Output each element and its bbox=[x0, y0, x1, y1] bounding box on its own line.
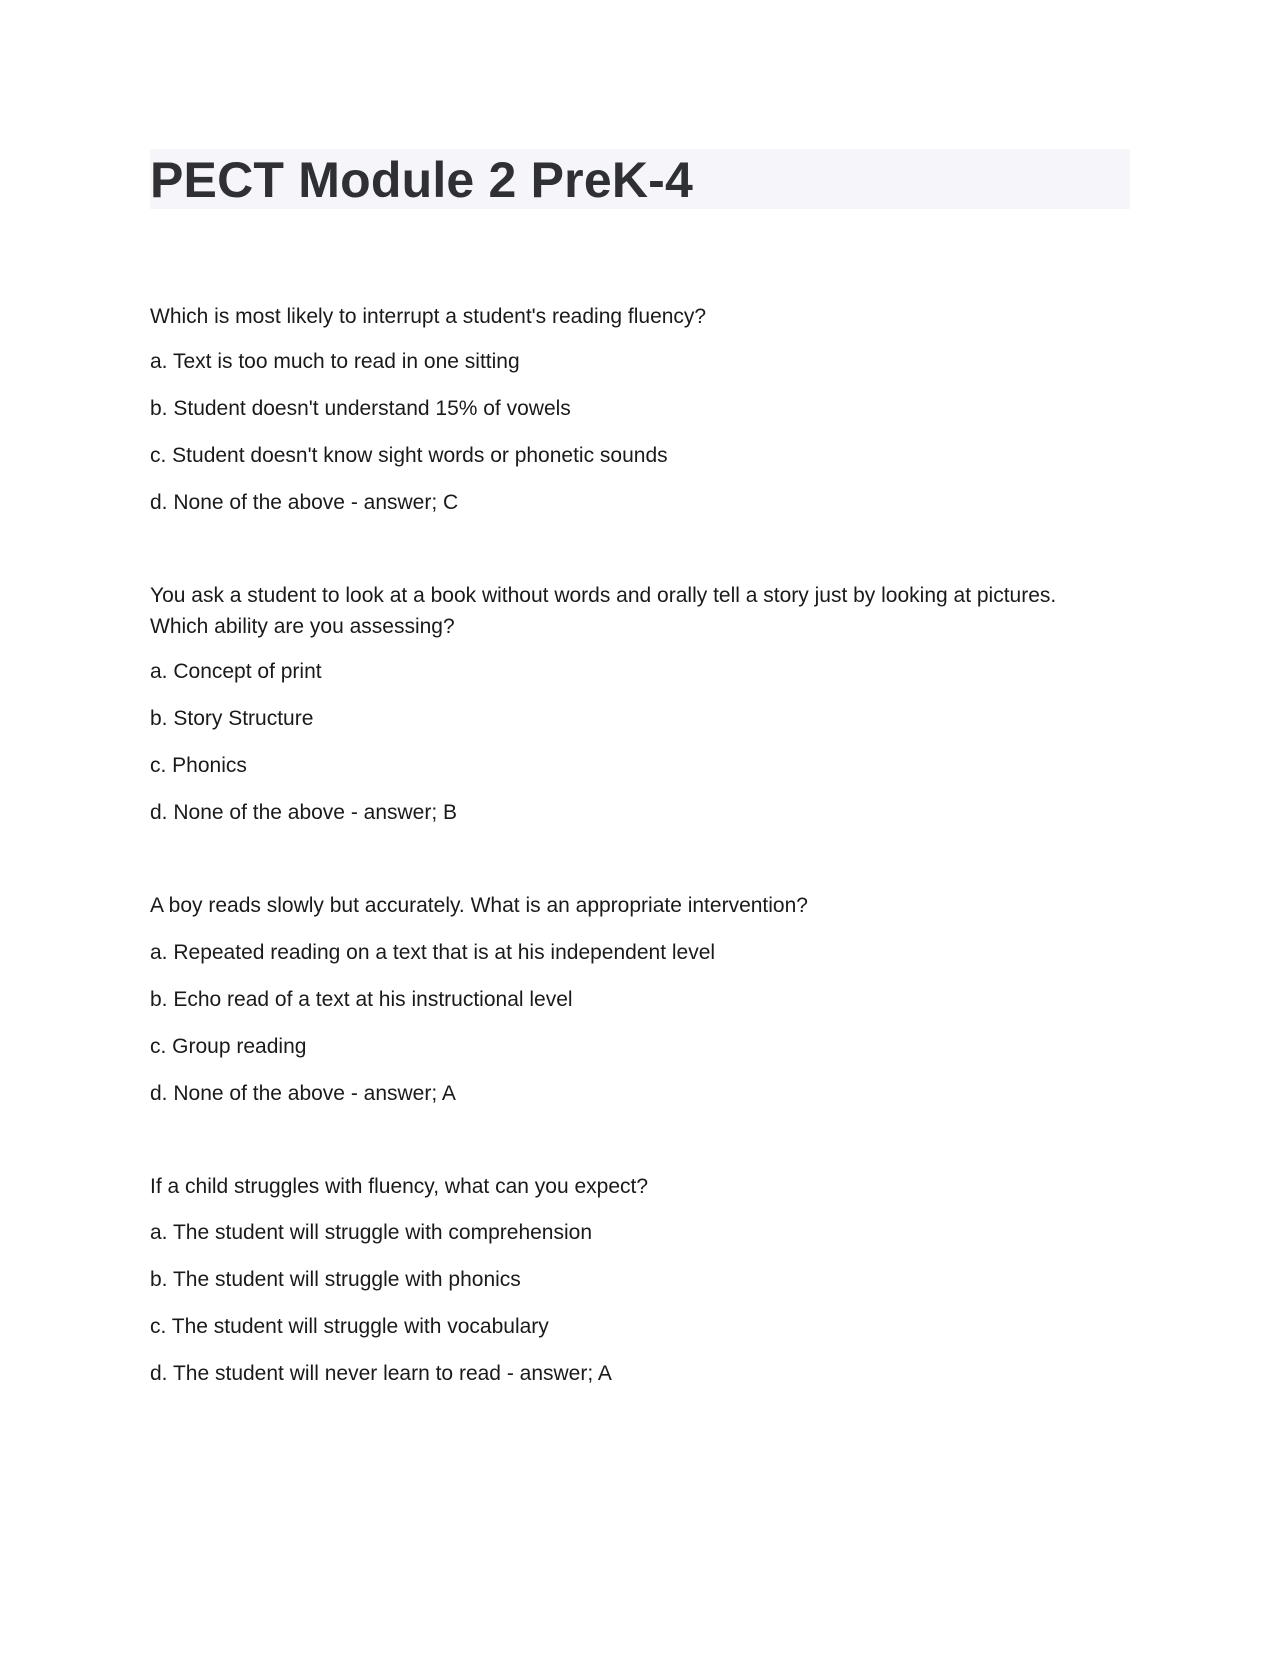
option-c: c. Group reading bbox=[150, 1035, 307, 1058]
option-c: c. Phonics bbox=[150, 754, 247, 777]
option-a: a. Text is too much to read in one sitting bbox=[150, 350, 520, 373]
page-title: PECT Module 2 PreK-4 bbox=[150, 152, 693, 208]
option-d: d. None of the above - answer; B bbox=[150, 801, 458, 824]
option-b: b. Echo read of a text at his instructional level bbox=[150, 988, 573, 1011]
question-3 bbox=[150, 890, 1090, 921]
question-text: You ask a student to look at a book without words and orally tell a story just by looking at pictures. Which ability are you assessing? bbox=[150, 584, 1057, 638]
question-1 bbox=[150, 301, 1090, 332]
question-text: Which is most likely to interrupt a student's reading fluency? bbox=[150, 305, 707, 328]
option-b: b. Story Structure bbox=[150, 707, 314, 730]
option-c: c. The student will struggle with vocabulary bbox=[150, 1315, 549, 1338]
option-a: a. Repeated reading on a text that is at his independent level bbox=[150, 941, 716, 964]
option-c: c. Student doesn't know sight words or phonetic sounds bbox=[150, 444, 668, 467]
option-b: b. The student will struggle with phonics bbox=[150, 1268, 521, 1291]
question-4 bbox=[150, 1171, 1090, 1202]
question-text: A boy reads slowly but accurately. What is an appropriate intervention? bbox=[150, 894, 808, 917]
option-b: b. Student doesn't understand 15% of vowels bbox=[150, 397, 571, 420]
option-a: a. The student will struggle with comprehension bbox=[150, 1221, 593, 1244]
option-a: a. Concept of print bbox=[150, 660, 322, 683]
option-d: d. None of the above - answer; C bbox=[150, 491, 459, 514]
question-2 bbox=[150, 580, 1090, 642]
option-d: d. The student will never learn to read - answer; A bbox=[150, 1362, 612, 1385]
option-d: d. None of the above - answer; A bbox=[150, 1082, 456, 1105]
question-text: If a child struggles with fluency, what can you expect? bbox=[150, 1175, 649, 1198]
